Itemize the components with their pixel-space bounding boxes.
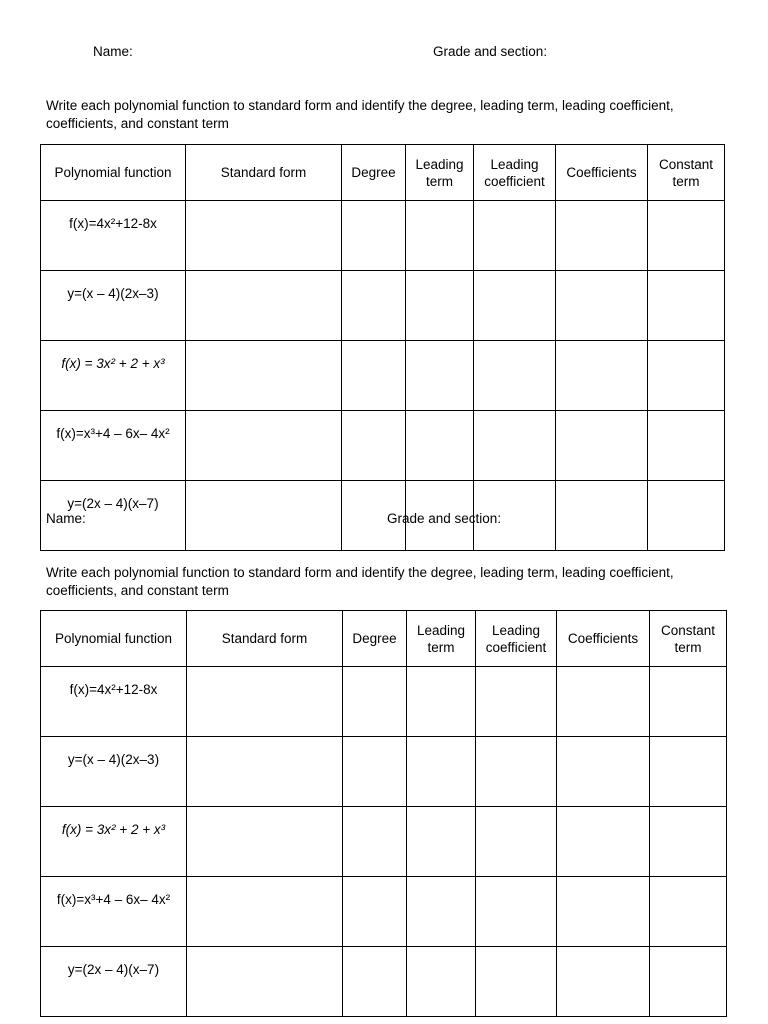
answer-cell[interactable] <box>407 877 476 947</box>
table-header-row <box>41 611 727 667</box>
answer-cell[interactable] <box>557 807 650 877</box>
answer-cell[interactable] <box>407 667 476 737</box>
answer-cell[interactable] <box>186 481 342 551</box>
answer-cell[interactable] <box>406 341 474 411</box>
answer-cell[interactable] <box>474 411 556 481</box>
answer-cell[interactable] <box>187 807 343 877</box>
polynomial-cell: f(x) = 3x² + 2 + x³ <box>41 807 187 877</box>
answer-cell[interactable] <box>648 271 725 341</box>
answer-cell[interactable] <box>648 411 725 481</box>
answer-cell[interactable] <box>407 807 476 877</box>
answer-cell[interactable] <box>556 201 648 271</box>
polynomial-cell: y=(x – 4)(2x–3) <box>41 737 187 807</box>
polynomial-table <box>40 144 725 551</box>
answer-cell[interactable] <box>476 737 557 807</box>
table-row <box>41 947 727 1017</box>
header-constant-term: Constant term <box>648 145 725 201</box>
answer-cell[interactable] <box>343 737 407 807</box>
answer-cell[interactable] <box>343 807 407 877</box>
answer-cell[interactable] <box>474 201 556 271</box>
answer-cell[interactable] <box>187 667 343 737</box>
header-leading-coefficient: Leading coefficient <box>476 611 557 667</box>
answer-cell[interactable] <box>476 807 557 877</box>
polynomial-cell: f(x) = 3x² + 2 + x³ <box>41 341 186 411</box>
header-standard-form: Standard form <box>187 611 343 667</box>
table-row <box>41 807 727 877</box>
table-row <box>41 341 725 411</box>
answer-cell[interactable] <box>343 667 407 737</box>
answer-cell[interactable] <box>406 201 474 271</box>
table-row <box>41 667 727 737</box>
answer-cell[interactable] <box>342 201 406 271</box>
answer-cell[interactable] <box>557 947 650 1017</box>
answer-cell[interactable] <box>342 411 406 481</box>
header-degree: Degree <box>342 145 406 201</box>
table-row <box>41 411 725 481</box>
answer-cell[interactable] <box>648 341 725 411</box>
polynomial-table <box>40 610 727 1017</box>
answer-cell[interactable] <box>557 737 650 807</box>
answer-cell[interactable] <box>343 947 407 1017</box>
name-label: Name: <box>46 511 86 526</box>
answer-cell[interactable] <box>342 341 406 411</box>
grade-section-label: Grade and section: <box>387 511 502 526</box>
instructions: Write each polynomial function to standard form and identify the degree, leading term, leading coefficient, coefficients, and constant term <box>46 565 674 598</box>
table-row <box>41 481 725 551</box>
answer-cell[interactable] <box>342 271 406 341</box>
answer-cell[interactable] <box>650 807 727 877</box>
answer-cell[interactable] <box>650 737 727 807</box>
header-standard-form: Standard form <box>186 145 342 201</box>
answer-cell[interactable] <box>406 411 474 481</box>
answer-cell[interactable] <box>187 737 343 807</box>
polynomial-cell: y=(x – 4)(2x–3) <box>41 271 186 341</box>
answer-cell[interactable] <box>186 271 342 341</box>
answer-cell[interactable] <box>407 947 476 1017</box>
table-row <box>41 737 727 807</box>
answer-cell[interactable] <box>648 201 725 271</box>
answer-cell[interactable] <box>406 271 474 341</box>
table-row <box>41 271 725 341</box>
polynomial-cell: f(x)=4x²+12-8x <box>41 667 187 737</box>
polynomial-cell: f(x)=x³+4 – 6x– 4x² <box>41 411 186 481</box>
answer-cell[interactable] <box>186 201 342 271</box>
answer-cell[interactable] <box>648 481 725 551</box>
header-leading-coefficient: Leading coefficient <box>474 145 556 201</box>
header-polynomial-function: Polynomial function <box>41 611 187 667</box>
table-header-row <box>41 145 725 201</box>
answer-cell[interactable] <box>343 877 407 947</box>
answer-cell[interactable] <box>474 341 556 411</box>
header-polynomial-function: Polynomial function <box>41 145 186 201</box>
answer-cell[interactable] <box>187 947 343 1017</box>
answer-cell[interactable] <box>557 667 650 737</box>
answer-cell[interactable] <box>557 877 650 947</box>
answer-cell[interactable] <box>407 737 476 807</box>
answer-cell[interactable] <box>650 947 727 1017</box>
table-row <box>41 877 727 947</box>
polynomial-cell: y=(2x – 4)(x–7) <box>41 481 186 551</box>
answer-cell[interactable] <box>556 341 648 411</box>
header-degree: Degree <box>343 611 407 667</box>
answer-cell[interactable] <box>476 877 557 947</box>
header-leading-term: Leading term <box>407 611 476 667</box>
header-coefficients: Coefficients <box>556 145 648 201</box>
answer-cell[interactable] <box>556 411 648 481</box>
answer-cell[interactable] <box>186 411 342 481</box>
header-constant-term: Constant term <box>650 611 727 667</box>
grade-section-label: Grade and section: <box>433 44 548 59</box>
header-coefficients: Coefficients <box>557 611 650 667</box>
answer-cell[interactable] <box>556 481 648 551</box>
polynomial-cell: f(x)=4x²+12-8x <box>41 201 186 271</box>
answer-cell[interactable] <box>186 341 342 411</box>
name-label: Name: <box>93 44 133 59</box>
polynomial-cell: f(x)=x³+4 – 6x– 4x² <box>41 877 187 947</box>
polynomial-cell: y=(2x – 4)(x–7) <box>41 947 187 1017</box>
answer-cell[interactable] <box>650 667 727 737</box>
header-leading-term: Leading term <box>406 145 474 201</box>
instructions: Write each polynomial function to standard form and identify the degree, leading term, leading coefficient, coefficients, and constant term <box>46 98 674 131</box>
answer-cell[interactable] <box>556 271 648 341</box>
answer-cell[interactable] <box>650 877 727 947</box>
answer-cell[interactable] <box>476 667 557 737</box>
answer-cell[interactable] <box>187 877 343 947</box>
answer-cell[interactable] <box>476 947 557 1017</box>
table-row <box>41 201 725 271</box>
answer-cell[interactable] <box>474 271 556 341</box>
